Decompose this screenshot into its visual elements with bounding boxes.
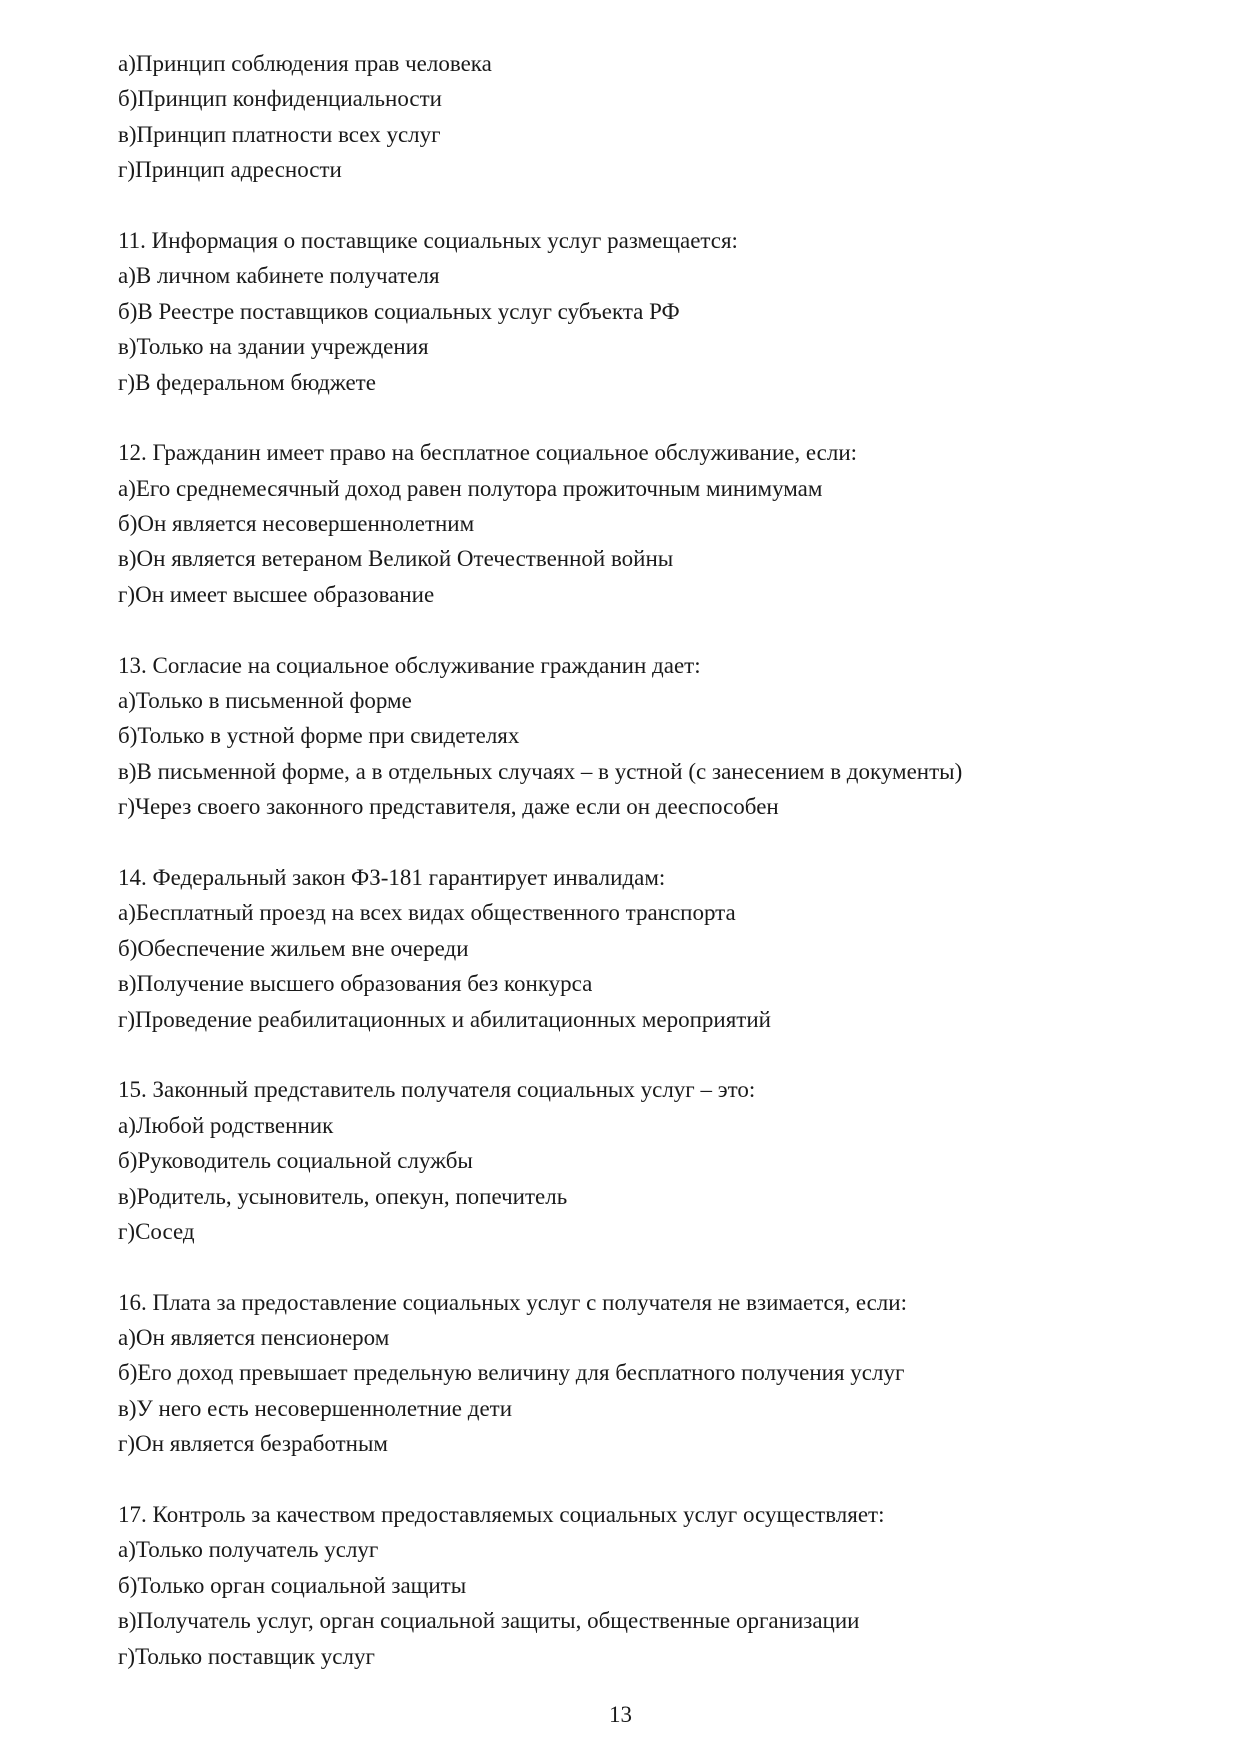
answer-option-b: б)Он является несовершеннолетним xyxy=(118,511,475,537)
answer-option-a: а)Принцип соблюдения прав человека xyxy=(118,51,492,76)
question-block-11 xyxy=(118,223,1118,400)
answer-option-b: б)Только в устной форме при свидетелях xyxy=(118,723,520,749)
answer-option-a: а)В личном кабинете получателя xyxy=(118,263,440,289)
question-block-10-continued xyxy=(118,46,1118,188)
question-block-12 xyxy=(118,435,1118,612)
answer-option-d: г)Он имеет высшее образование xyxy=(118,581,435,607)
answer-option-c: в)В письменной форме, а в отдельных случаях – в устной (с занесением в документы) xyxy=(118,758,963,784)
question-block-13 xyxy=(118,648,1118,825)
answer-option-d: г)Через своего законного представителя, даже если он дееспособен xyxy=(118,794,779,820)
answer-option-a: а)Он является пенсионером xyxy=(118,1325,390,1351)
answer-option-a: а)Его среднемесячный доход равен полутора прожиточным минимумам xyxy=(118,475,823,501)
question-text: 14. Федеральный закон ФЗ-181 гарантирует инвалидам: xyxy=(118,864,666,890)
question-block-14 xyxy=(118,860,1118,1037)
answer-option-c: в)Получение высшего образования без конкурса xyxy=(118,971,593,997)
answer-option-c: в)Только на здании учреждения xyxy=(118,334,429,360)
answer-option-d: г)Принцип адресности xyxy=(118,157,342,183)
answer-option-b: б)Его доход превышает предельную величину для бесплатного получения услуг xyxy=(118,1360,905,1386)
answer-option-d: г)Только поставщик услуг xyxy=(118,1643,375,1669)
answer-option-d: г)В федеральном бюджете xyxy=(118,369,376,395)
answer-option-b: б)Только орган социальной защиты xyxy=(118,1572,467,1598)
answer-option-a: а)Любой родственник xyxy=(118,1112,334,1138)
answer-option-b: б)Руководитель социальной службы xyxy=(118,1148,473,1174)
question-block-17 xyxy=(118,1497,1118,1674)
page-number: 13 xyxy=(609,1702,632,1727)
answer-option-c: в)Родитель, усыновитель, опекун, попечитель xyxy=(118,1183,568,1209)
question-block-16 xyxy=(118,1285,1118,1462)
question-block-15 xyxy=(118,1072,1118,1249)
question-text: 15. Законный представитель получателя социальных услуг – это: xyxy=(118,1077,756,1103)
answer-option-c: в)Он является ветераном Великой Отечественной войны xyxy=(118,546,674,572)
answer-option-a: а)Только в письменной форме xyxy=(118,688,412,714)
question-text: 12. Гражданин имеет право на бесплатное социальное обслуживание, если: xyxy=(118,440,858,466)
answer-option-a: а)Бесплатный проезд на всех видах общественного транспорта xyxy=(118,900,736,926)
answer-option-c: в)Принцип платности всех услуг xyxy=(118,121,441,147)
question-text: 13. Согласие на социальное обслуживание гражданин дает: xyxy=(118,652,701,678)
answer-option-b: б)В Реестре поставщиков социальных услуг субъекта РФ xyxy=(118,298,680,324)
answer-option-d: г)Проведение реабилитационных и абилитационных мероприятий xyxy=(118,1006,771,1032)
answer-option-d: г)Он является безработным xyxy=(118,1431,388,1457)
question-text: 16. Плата за предоставление социальных услуг с получателя не взимается, если: xyxy=(118,1289,907,1315)
document-page xyxy=(118,46,1118,1674)
answer-option-d: г)Сосед xyxy=(118,1218,195,1244)
question-text: 11. Информация о поставщике социальных услуг размещается: xyxy=(118,227,738,253)
answer-option-a: а)Только получатель услуг xyxy=(118,1537,379,1563)
answer-option-b: б)Принцип конфиденциальности xyxy=(118,86,442,112)
question-text: 17. Контроль за качеством предоставляемых социальных услуг осуществляет: xyxy=(118,1502,885,1528)
answer-option-c: в)Получатель услуг, орган социальной защиты, общественные организации xyxy=(118,1608,860,1634)
answer-option-b: б)Обеспечение жильем вне очереди xyxy=(118,935,469,961)
answer-option-c: в)У него есть несовершеннолетние дети xyxy=(118,1395,513,1421)
